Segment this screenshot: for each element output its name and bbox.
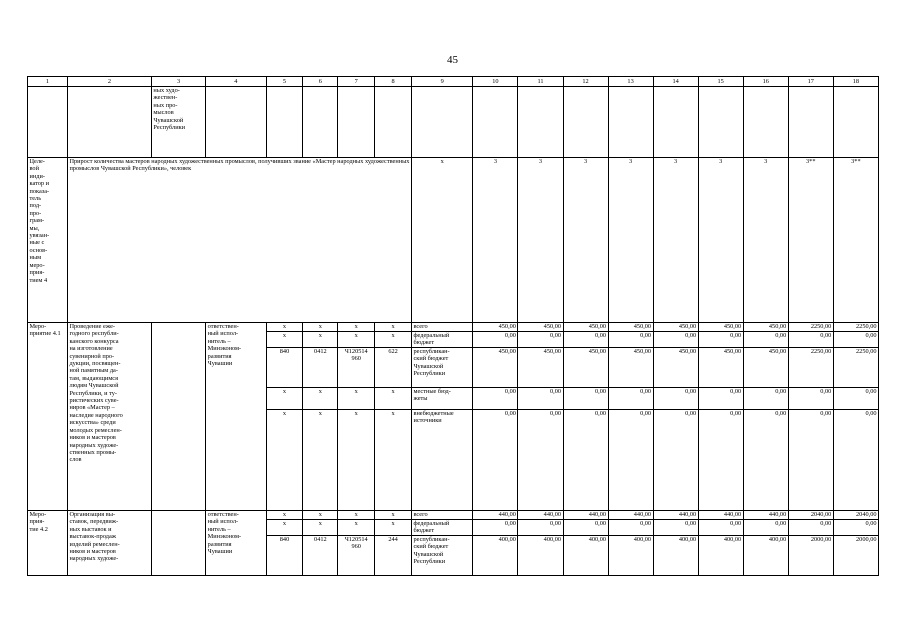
funding-amount: 440,00 bbox=[608, 511, 653, 520]
column-number-9: 9 bbox=[411, 77, 472, 87]
budget-code-c7: x bbox=[338, 520, 375, 536]
column-number-1: 1 bbox=[28, 77, 68, 87]
column-number-12: 12 bbox=[563, 77, 608, 87]
funding-amount: 0,00 bbox=[833, 388, 878, 410]
budget-code-c7: x bbox=[338, 388, 375, 410]
funding-amount: 0,00 bbox=[473, 520, 518, 536]
budget-code-c6: x bbox=[303, 388, 338, 410]
budget-code-c5: x bbox=[266, 388, 303, 410]
funding-amount: 450,00 bbox=[653, 323, 698, 332]
indicator-label: Целе- вой инди- катор и показа- тель под- про- грам- мы, увязан- ные с основ- ным меро- прия- тием 4 bbox=[28, 158, 68, 323]
funding-amount: 440,00 bbox=[563, 511, 608, 520]
indicator-value: 3** bbox=[833, 158, 878, 323]
funding-amount: 450,00 bbox=[608, 348, 653, 388]
funding-amount: 2250,00 bbox=[833, 323, 878, 332]
funding-amount: 0,00 bbox=[833, 520, 878, 536]
funding-amount: 0,00 bbox=[788, 410, 833, 511]
funding-source: федеральный бюджет bbox=[411, 520, 472, 536]
funding-source: местные бюд- жеты bbox=[411, 388, 472, 410]
funding-amount: 400,00 bbox=[653, 536, 698, 576]
funding-row bbox=[28, 511, 879, 520]
funding-amount: 0,00 bbox=[698, 520, 743, 536]
funding-source: республикан- ский бюджет Чувашской Республики bbox=[411, 348, 472, 388]
funding-amount: 2250,00 bbox=[833, 348, 878, 388]
funding-source: республикан- ский бюджет Чувашской Республики bbox=[411, 536, 472, 576]
funding-amount: 440,00 bbox=[473, 511, 518, 520]
funding-amount: 400,00 bbox=[563, 536, 608, 576]
funding-amount: 0,00 bbox=[788, 520, 833, 536]
funding-amount: 0,00 bbox=[608, 520, 653, 536]
funding-amount: 2250,00 bbox=[788, 348, 833, 388]
indicator-value: 3 bbox=[653, 158, 698, 323]
funding-amount: 0,00 bbox=[518, 410, 563, 511]
budget-code-c6: 0412 bbox=[303, 536, 338, 576]
budget-code-c8: 244 bbox=[375, 536, 412, 576]
funding-amount: 2250,00 bbox=[788, 323, 833, 332]
funding-amount: 400,00 bbox=[698, 536, 743, 576]
indicator-value: 3 bbox=[608, 158, 653, 323]
budget-code-c7: x bbox=[338, 332, 375, 348]
funding-amount: 0,00 bbox=[518, 388, 563, 410]
funding-amount: 0,00 bbox=[563, 520, 608, 536]
column-number-7: 7 bbox=[338, 77, 375, 87]
budget-code-c5: x bbox=[266, 511, 303, 520]
budget-code-c5: x bbox=[266, 520, 303, 536]
budget-code-c6: x bbox=[303, 323, 338, 332]
funding-amount: 0,00 bbox=[473, 410, 518, 511]
budget-code-c7: Ч120514 960 bbox=[338, 536, 375, 576]
funding-source: всего bbox=[411, 511, 472, 520]
funding-amount: 450,00 bbox=[518, 348, 563, 388]
funding-amount: 0,00 bbox=[698, 410, 743, 511]
indicator-col9: x bbox=[411, 158, 472, 323]
funding-amount: 0,00 bbox=[743, 332, 788, 348]
budget-code-c8: x bbox=[375, 332, 412, 348]
budget-code-c8: x bbox=[375, 511, 412, 520]
budget-code-c6: x bbox=[303, 410, 338, 511]
indicator-value: 3 bbox=[743, 158, 788, 323]
carry-over-row bbox=[28, 87, 879, 158]
budget-code-c5: x bbox=[266, 323, 303, 332]
carry-over-text: ных худо- жествен- ных про- мыслов Чувашской Республики bbox=[151, 87, 205, 158]
measure-label: Меро- прия- тие 4.2 bbox=[28, 511, 68, 576]
measure-label: Меро- приятие 4.1 bbox=[28, 323, 68, 511]
funding-amount: 0,00 bbox=[743, 410, 788, 511]
funding-amount: 400,00 bbox=[518, 536, 563, 576]
funding-amount: 450,00 bbox=[698, 348, 743, 388]
funding-amount: 0,00 bbox=[518, 332, 563, 348]
funding-amount: 0,00 bbox=[563, 388, 608, 410]
funding-amount: 2040,00 bbox=[833, 511, 878, 520]
indicator-value: 3 bbox=[698, 158, 743, 323]
funding-amount: 0,00 bbox=[788, 388, 833, 410]
funding-amount: 0,00 bbox=[653, 520, 698, 536]
funding-amount: 0,00 bbox=[608, 388, 653, 410]
funding-amount: 0,00 bbox=[743, 388, 788, 410]
page-number: 45 bbox=[447, 54, 458, 66]
funding-amount: 450,00 bbox=[563, 323, 608, 332]
funding-amount: 400,00 bbox=[608, 536, 653, 576]
budget-code-c7: x bbox=[338, 410, 375, 511]
funding-amount: 0,00 bbox=[608, 332, 653, 348]
funding-source: внебюджетные источники bbox=[411, 410, 472, 511]
column-number-10: 10 bbox=[473, 77, 518, 87]
budget-code-c8: x bbox=[375, 520, 412, 536]
funding-amount: 400,00 bbox=[743, 536, 788, 576]
funding-amount: 450,00 bbox=[743, 323, 788, 332]
funding-amount: 440,00 bbox=[698, 511, 743, 520]
budget-code-c5: x bbox=[266, 332, 303, 348]
budget-code-c8: x bbox=[375, 410, 412, 511]
budget-code-c7: x bbox=[338, 323, 375, 332]
funding-amount: 0,00 bbox=[473, 388, 518, 410]
column-number-14: 14 bbox=[653, 77, 698, 87]
funding-amount: 0,00 bbox=[473, 332, 518, 348]
budget-code-c6: 0412 bbox=[303, 348, 338, 388]
funding-amount: 2000,00 bbox=[833, 536, 878, 576]
funding-amount: 0,00 bbox=[563, 410, 608, 511]
funding-row bbox=[28, 323, 879, 332]
program-table bbox=[27, 76, 879, 576]
funding-amount: 450,00 bbox=[563, 348, 608, 388]
funding-amount: 450,00 bbox=[608, 323, 653, 332]
column-number-11: 11 bbox=[518, 77, 563, 87]
budget-code-c5: 840 bbox=[266, 348, 303, 388]
column-number-13: 13 bbox=[608, 77, 653, 87]
funding-amount: 2040,00 bbox=[788, 511, 833, 520]
column-number-4: 4 bbox=[206, 77, 266, 87]
funding-amount: 0,00 bbox=[833, 332, 878, 348]
funding-amount: 400,00 bbox=[473, 536, 518, 576]
funding-amount: 0,00 bbox=[653, 410, 698, 511]
budget-code-c6: x bbox=[303, 520, 338, 536]
funding-source: федеральный бюджет bbox=[411, 332, 472, 348]
funding-source: всего bbox=[411, 323, 472, 332]
measure-col3 bbox=[151, 511, 205, 576]
budget-code-c8: 622 bbox=[375, 348, 412, 388]
funding-amount: 450,00 bbox=[698, 323, 743, 332]
column-number-18: 18 bbox=[833, 77, 878, 87]
column-number-6: 6 bbox=[303, 77, 338, 87]
measure-responsible: ответствен- ный испол- нитель – Минэконом- развития Чувашии bbox=[206, 323, 266, 511]
funding-amount: 440,00 bbox=[743, 511, 788, 520]
funding-amount: 0,00 bbox=[788, 332, 833, 348]
funding-amount: 0,00 bbox=[653, 332, 698, 348]
indicator-row bbox=[28, 158, 879, 323]
funding-amount: 440,00 bbox=[518, 511, 563, 520]
budget-code-c6: x bbox=[303, 332, 338, 348]
column-number-16: 16 bbox=[743, 77, 788, 87]
column-number-8: 8 bbox=[375, 77, 412, 87]
indicator-value: 3** bbox=[788, 158, 833, 323]
indicator-value: 3 bbox=[518, 158, 563, 323]
funding-amount: 0,00 bbox=[518, 520, 563, 536]
funding-amount: 0,00 bbox=[698, 388, 743, 410]
budget-code-c5: x bbox=[266, 410, 303, 511]
measure-responsible: ответствен- ный испол- нитель – Минэконом- развития Чувашии bbox=[206, 511, 266, 576]
funding-amount: 2000,00 bbox=[788, 536, 833, 576]
column-number-3: 3 bbox=[151, 77, 205, 87]
measure-title: Организация вы- ставок, передвиж- ных выставок и выставок-продаж изделий ремеслен- ников и мастеров народных художе- bbox=[67, 511, 151, 576]
funding-amount: 0,00 bbox=[698, 332, 743, 348]
budget-code-c8: x bbox=[375, 323, 412, 332]
funding-amount: 0,00 bbox=[833, 410, 878, 511]
budget-code-c8: x bbox=[375, 388, 412, 410]
budget-code-c6: x bbox=[303, 511, 338, 520]
column-number-17: 17 bbox=[788, 77, 833, 87]
column-number-row bbox=[28, 77, 879, 87]
indicator-value: 3 bbox=[473, 158, 518, 323]
measure-title: Проведение еже- годного республи- канского конкурса на изготовление сувенирной про- дукции, посвящен- ной памятным да- там, выдающимся людям Чувашской Республики, и ту- ристических суве- ниров «Мастер – наследие народного искусства» среди молодых ремеслен- ников и мастеров народных художе- ственных промы- слов bbox=[67, 323, 151, 511]
funding-amount: 0,00 bbox=[653, 388, 698, 410]
column-number-15: 15 bbox=[698, 77, 743, 87]
budget-code-c5: 840 bbox=[266, 536, 303, 576]
funding-amount: 450,00 bbox=[743, 348, 788, 388]
budget-code-c7: Ч120514 960 bbox=[338, 348, 375, 388]
funding-amount: 0,00 bbox=[608, 410, 653, 511]
funding-amount: 440,00 bbox=[653, 511, 698, 520]
column-number-2: 2 bbox=[67, 77, 151, 87]
indicator-text: Прирост количества мастеров народных художественных промыслов, получивших звание «Мастер народных художественных промыслов Чувашской Республики», человек bbox=[67, 158, 411, 323]
funding-amount: 450,00 bbox=[473, 348, 518, 388]
funding-amount: 450,00 bbox=[473, 323, 518, 332]
budget-code-c7: x bbox=[338, 511, 375, 520]
funding-amount: 0,00 bbox=[563, 332, 608, 348]
measure-col3 bbox=[151, 323, 205, 511]
indicator-value: 3 bbox=[563, 158, 608, 323]
funding-amount: 450,00 bbox=[518, 323, 563, 332]
funding-amount: 450,00 bbox=[653, 348, 698, 388]
column-number-5: 5 bbox=[266, 77, 303, 87]
funding-amount: 0,00 bbox=[743, 520, 788, 536]
